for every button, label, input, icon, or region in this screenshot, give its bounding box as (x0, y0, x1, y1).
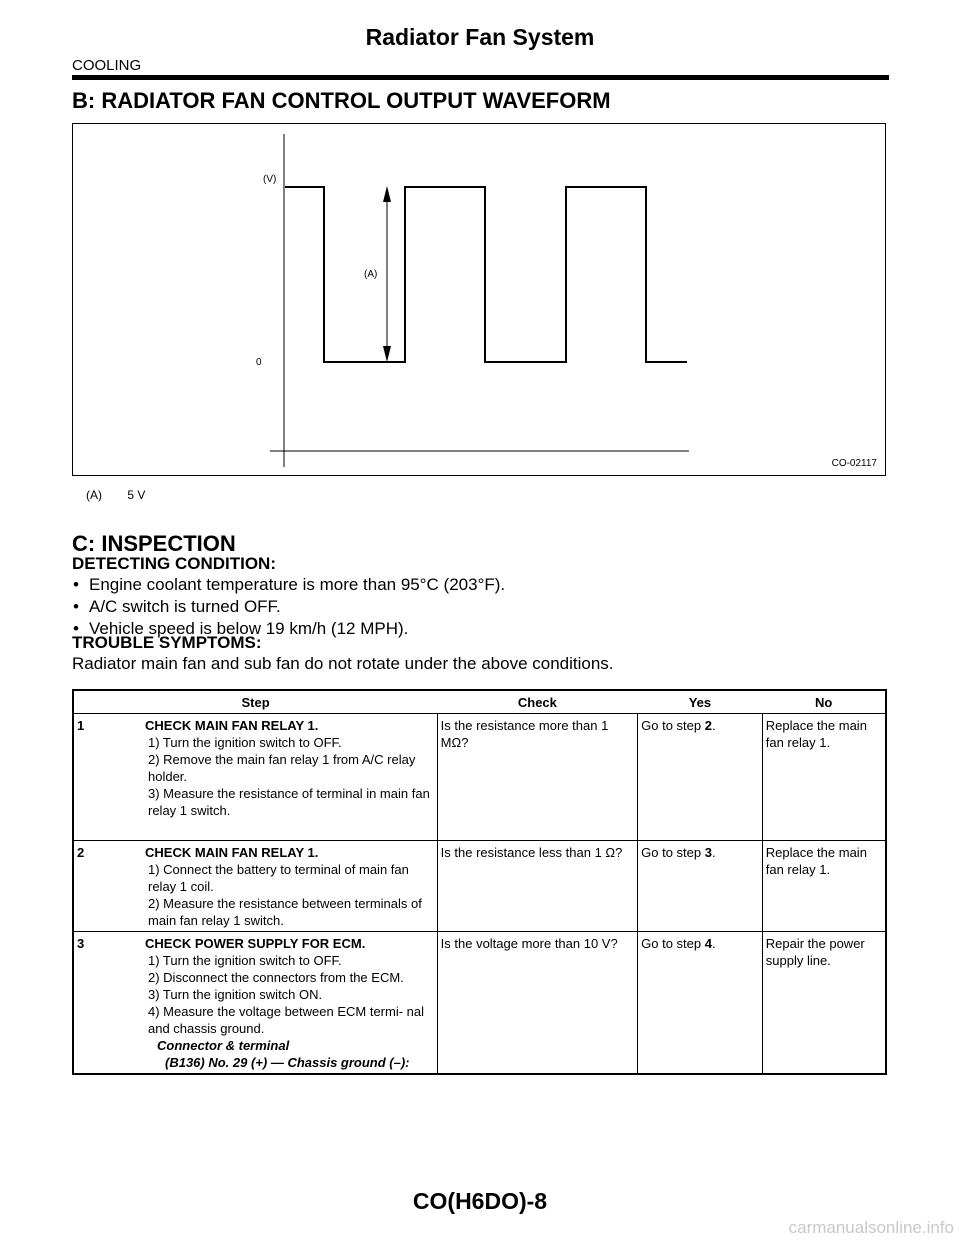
table-row (73, 932, 886, 1075)
header-rule (72, 75, 889, 80)
condition-item: • Vehicle speed is below 19 km/h (12 MPH). (73, 619, 409, 638)
no-cell: Replace the main fan relay 1. (762, 714, 886, 841)
connector-label: Connector & terminal (157, 1038, 290, 1053)
page-title: Radiator Fan System (365, 24, 595, 50)
legend-value: 5 V (127, 488, 146, 502)
header-no: No (762, 690, 886, 714)
goto-step: 3 (704, 845, 712, 860)
trouble-symptoms-heading: TROUBLE SYMPTOMS: (72, 633, 262, 652)
step-instruction: 2) Measure the resistance between terminals of main fan relay 1 switch. (148, 896, 422, 928)
watermark: carmanualsonline.info (788, 1218, 954, 1237)
connector-value: (B136) No. 29 (+) — Chassis ground (–): (165, 1055, 410, 1070)
y-unit-label: (V) (263, 174, 277, 185)
arrow-head-bottom (383, 346, 391, 362)
step-instruction: 1) Turn the ignition switch to OFF. (148, 953, 342, 968)
yes-cell: Go to step 3. (638, 841, 763, 932)
check-cell: Is the resistance more than 1 MΩ? (437, 714, 637, 841)
table-row (73, 841, 886, 932)
step-number: 2 (77, 845, 85, 860)
step-title: CHECK MAIN FAN RELAY 1. (145, 718, 319, 733)
square-waveform (285, 187, 687, 362)
figure-legend (86, 488, 145, 502)
step-instruction: 2) Remove the main fan relay 1 from A/C relay holder. (148, 752, 416, 784)
detecting-condition-heading: DETECTING CONDITION: (72, 554, 276, 573)
header-check: Check (437, 690, 637, 714)
condition-list (72, 574, 505, 640)
yes-cell: Go to step 2. (638, 714, 763, 841)
table-header-row (73, 690, 886, 714)
condition-item: • A/C switch is turned OFF. (73, 597, 281, 616)
legend-key: (A) (86, 488, 102, 502)
step-instruction: 1) Turn the ignition switch to OFF. (148, 735, 342, 750)
step-instruction: 3) Turn the ignition switch ON. (148, 987, 323, 1002)
trouble-symptoms-text: Radiator main fan and sub fan do not rotate under the above conditions. (72, 654, 614, 673)
step-instruction: 4) Measure the voltage between ECM termi- nal and chassis ground. (148, 1004, 425, 1036)
page-number: CO(H6DO)-8 (412, 1188, 548, 1214)
condition-item: • Engine coolant temperature is more than 95°C (203°F). (73, 575, 506, 594)
header-yes: Yes (638, 690, 763, 714)
waveform-figure (72, 123, 886, 476)
step-instruction: 2) Disconnect the connectors from the ECM. (148, 970, 404, 985)
step-title: CHECK POWER SUPPLY FOR ECM. (145, 936, 366, 951)
section-c-heading: C: INSPECTION (72, 531, 236, 556)
arrow-head-top (383, 186, 391, 202)
figure-id: CO-02117 (831, 458, 877, 469)
step-title: CHECK MAIN FAN RELAY 1. (145, 845, 319, 860)
no-cell: Replace the main fan relay 1. (762, 841, 886, 932)
waveform-diagram (73, 124, 887, 477)
amplitude-label: (A) (364, 269, 378, 280)
no-cell: Repair the power supply line. (762, 932, 886, 1075)
goto-step: 2 (704, 718, 712, 733)
check-cell: Is the resistance less than 1 Ω? (437, 841, 637, 932)
step-number: 3 (77, 936, 85, 951)
section-b-heading: B: RADIATOR FAN CONTROL OUTPUT WAVEFORM (72, 88, 611, 113)
step-instruction: 1) Connect the battery to terminal of main fan relay 1 coil. (148, 862, 409, 894)
goto-step: 4 (704, 936, 712, 951)
yes-cell: Go to step 4. (638, 932, 763, 1075)
header-step: Step (73, 690, 437, 714)
check-cell: Is the voltage more than 10 V? (437, 932, 637, 1075)
table-row (73, 714, 886, 841)
inspection-table (72, 689, 887, 1075)
zero-label: 0 (256, 357, 262, 368)
section-label: COOLING (72, 57, 142, 74)
step-instruction: 3) Measure the resistance of terminal in main fan relay 1 switch. (148, 786, 430, 818)
step-number: 1 (77, 718, 85, 733)
